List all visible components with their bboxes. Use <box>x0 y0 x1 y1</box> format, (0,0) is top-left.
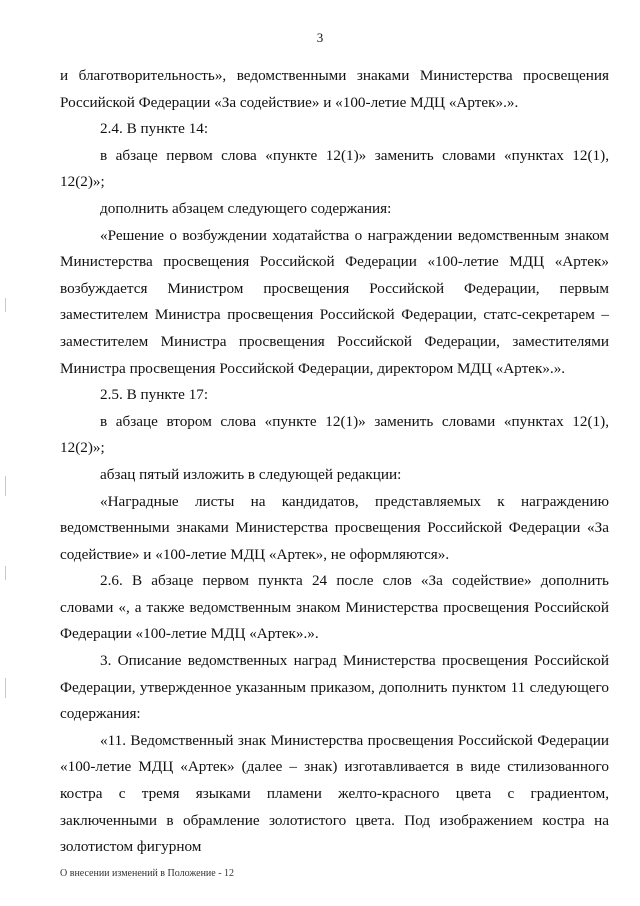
paragraph-continuation: и благотворительность», ведомственными знаками Министерства просвещения Российской Федерации «За содействие» и «100-летие МДЦ «Артек».». <box>60 67 609 111</box>
page-number: 3 <box>316 30 324 45</box>
paragraph-2-4-first: в абзаце первом слова «пункте 12(1)» заменить словами «пунктах 12(1), 12(2)»; <box>60 146 609 191</box>
paragraph-item-11-description: «11. Ведомственный знак Министерства просвещения Российской Федерации «100-летие МДЦ «Артек» (далее – знак) изготавливается в виде стилизованного костра с тремя языками пламени желто-красного цвета с градиентом, заключенными в обрамление золотистого цвета. Под изображением костра на золотистом фигурном <box>60 731 609 856</box>
paragraph-2-5-second: абзац пятый изложить в следующей редакции: <box>100 465 402 483</box>
paragraph-item-2-6: 2.6. В абзаце первом пункта 24 после слов «За содействие» дополнить словами «, а также ведомственным знаком Министерства просвещения Российской Федерации «100-летие МДЦ «Артек».». <box>60 572 609 643</box>
paragraph-2-4-quote: «Решение о возбуждении ходатайства о награждении ведомственным знаком Министерства просвещения Российской Федерации «100-летие МДЦ «Артек» возбуждается Министром просвещения Российской Федерации, первым заместителем Министра просвещения Российской Федерации, статс-секретарем – заместителем Министра просвещения Российской Федерации, заместителями Министра просвещения Российской Федерации, директором МДЦ «Артек».». <box>60 226 609 377</box>
scan-margin-mark <box>5 298 6 312</box>
scan-margin-mark <box>5 566 6 580</box>
paragraph-item-3: 3. Описание ведомственных наград Министерства просвещения Российской Федерации, утвержденное указанным приказом, дополнить пунктом 11 следующего содержания: <box>60 652 609 723</box>
scan-margin-mark <box>5 678 6 698</box>
paragraph-2-4-second: дополнить абзацем следующего содержания: <box>100 199 392 217</box>
scan-margin-mark <box>5 476 6 496</box>
footer-note: О внесении изменений в Положение - 12 <box>60 868 235 879</box>
paragraph-item-2-4: 2.4. В пункте 14: <box>100 120 209 138</box>
paragraph-2-5-quote: «Наградные листы на кандидатов, представляемых к награждению ведомственными знаками Министерства просвещения Российской Федерации «За содействие» и «100-летие МДЦ «Артек», не оформляются». <box>60 492 609 563</box>
paragraph-item-2-5: 2.5. В пункте 17: <box>100 386 209 404</box>
paragraph-2-5-first: в абзаце втором слова «пункте 12(1)» заменить словами «пунктах 12(1), 12(2)»; <box>60 412 609 457</box>
document-body <box>60 63 609 861</box>
